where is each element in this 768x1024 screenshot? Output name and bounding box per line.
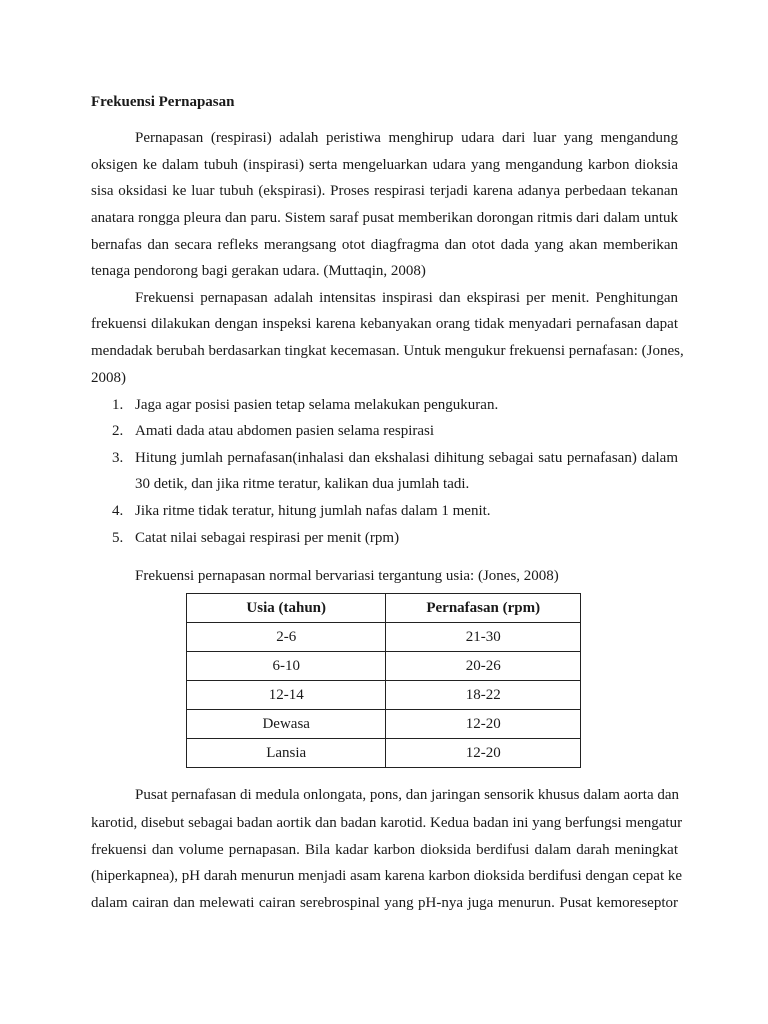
paragraph-1-line: oksigen ke dalam tubuh (inspirasi) serta mengeluarkan udara yang mengandung karbon dioksia bbox=[91, 157, 678, 173]
table-cell-age: Dewasa bbox=[187, 710, 386, 739]
column-header-respiration: Pernafasan (rpm) bbox=[386, 594, 581, 623]
respiration-rate-table bbox=[186, 593, 581, 768]
paragraph-3-line: Pusat pernafasan di medula onlongata, pons, dan jaringan sensorik khusus dalam aorta dan bbox=[135, 787, 680, 803]
paragraph-2-line: 2008) bbox=[91, 370, 126, 386]
table-cell-rate: 12-20 bbox=[386, 739, 581, 768]
column-header-age: Usia (tahun) bbox=[187, 594, 386, 623]
table-caption: Frekuensi pernapasan normal bervariasi tergantung usia: (Jones, 2008) bbox=[135, 568, 559, 584]
table-cell-rate: 12-20 bbox=[386, 710, 581, 739]
paragraph-1-line: tenaga pendorong bagi gerakan udara. (Muttaqin, 2008) bbox=[91, 263, 426, 279]
list-item-text: Catat nilai sebagai respirasi per menit (rpm) bbox=[135, 530, 400, 546]
list-item-text: 30 detik, dan jika ritme teratur, kalikan dua jumlah tadi. bbox=[135, 476, 470, 492]
table-row bbox=[187, 623, 581, 652]
paragraph-3-line: frekuensi dan volume pernapasan. Bila kadar karbon dioksida berdifusi dalam darah meningkat bbox=[91, 842, 678, 858]
list-item-text: Hitung jumlah pernafasan(inhalasi dan ekshalasi dihitung sebagai satu pernafasan) dalam bbox=[135, 450, 678, 466]
table-cell-age: 12-14 bbox=[187, 681, 386, 710]
list-item-number: 1. bbox=[112, 397, 124, 413]
paragraph-1-line: Pernapasan (respirasi) adalah peristiwa menghirup udara dari luar yang mengandung bbox=[135, 130, 678, 146]
list-item-number: 5. bbox=[112, 530, 124, 546]
table-cell-age: 6-10 bbox=[187, 652, 386, 681]
paragraph-2-line: mendadak berubah berdasarkan tingkat kecemasan. Untuk mengukur frekuensi pernafasan: (Jones, bbox=[91, 343, 684, 359]
table-row bbox=[187, 681, 581, 710]
paragraph-3-line: dalam cairan dan melewati cairan serebrospinal yang pH-nya juga menurun. Pusat kemoreseptor bbox=[91, 895, 678, 911]
table-cell-age: 2-6 bbox=[187, 623, 386, 652]
table-row bbox=[187, 739, 581, 768]
table-row bbox=[187, 652, 581, 681]
document-title: Frekuensi Pernapasan bbox=[91, 94, 235, 110]
paragraph-2-line: frekuensi dilakukan dengan inspeksi karena kebanyakan orang tidak menyadari pernafasan dapat bbox=[91, 316, 678, 332]
table-header-row bbox=[187, 594, 581, 623]
list-item-text: Amati dada atau abdomen pasien selama respirasi bbox=[135, 423, 435, 439]
list-item-number: 2. bbox=[112, 423, 124, 439]
paragraph-2-line: Frekuensi pernapasan adalah intensitas inspirasi dan ekspirasi per menit. Penghitungan bbox=[135, 290, 678, 306]
list-item-number: 4. bbox=[112, 503, 124, 519]
table-cell-rate: 18-22 bbox=[386, 681, 581, 710]
list-item-text: Jaga agar posisi pasien tetap selama melakukan pengukuran. bbox=[135, 397, 499, 413]
list-item-number: 3. bbox=[112, 450, 124, 466]
table-cell-rate: 21-30 bbox=[386, 623, 581, 652]
table-cell-age: Lansia bbox=[187, 739, 386, 768]
paragraph-1-line: bernafas dan secara refleks merangsang otot diagfragma dan otot dada yang akan memberikan bbox=[91, 237, 678, 253]
table-cell-rate: 20-26 bbox=[386, 652, 581, 681]
paragraph-3-line: karotid, disebut sebagai badan aortik dan badan karotid. Kedua badan ini yang berfungsi mengatur bbox=[91, 815, 683, 831]
table-row bbox=[187, 710, 581, 739]
paragraph-1-line: anatara rongga pleura dan paru. Sistem saraf pusat memberikan dorongan ritmis dari dalam untuk bbox=[91, 210, 678, 226]
paragraph-1-line: sisa oksidasi ke luar tubuh (ekspirasi). Proses respirasi terjadi karena adanya perbedaan tekanan bbox=[91, 183, 678, 199]
list-item-text: Jika ritme tidak teratur, hitung jumlah nafas dalam 1 menit. bbox=[135, 503, 491, 519]
paragraph-3-line: (hiperkapnea), pH darah menurun menjadi asam karena karbon dioksida berdifusi dengan cepat ke bbox=[91, 868, 683, 884]
